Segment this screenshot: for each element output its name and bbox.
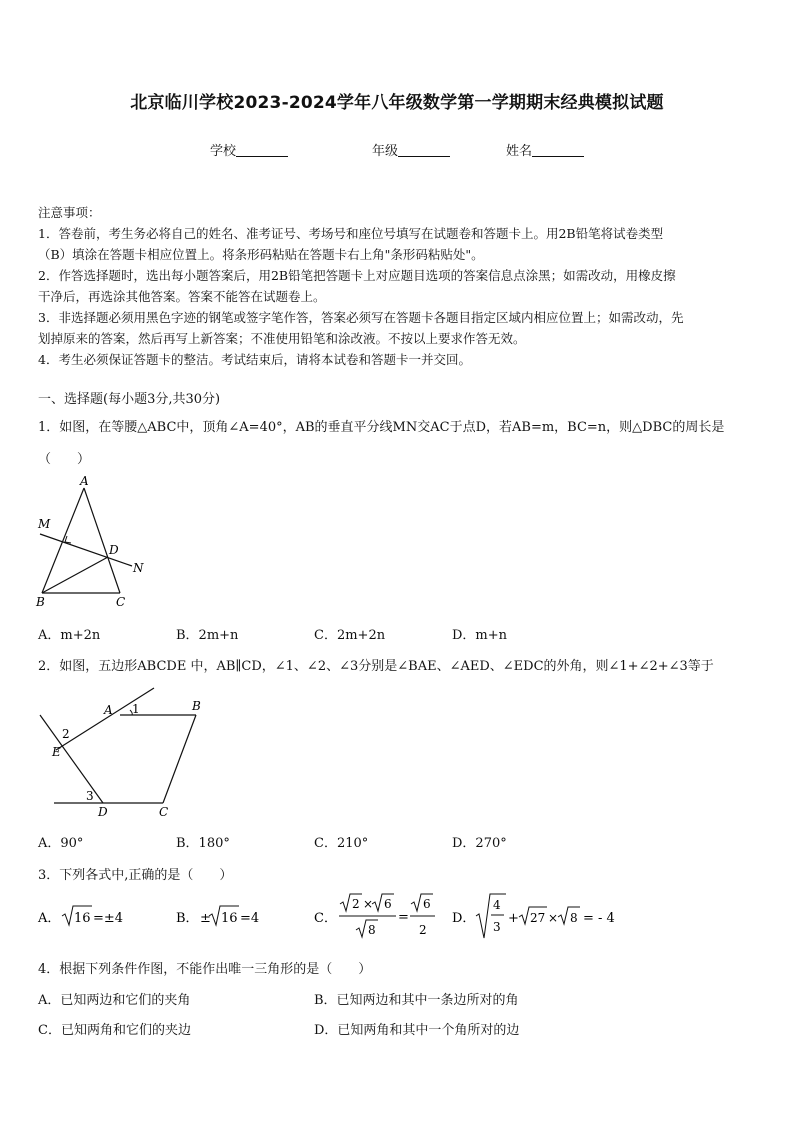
ray-ea [56,688,154,750]
segment-bd [42,557,108,593]
radicand-8: 8 [570,911,578,925]
option-letter: A． [38,911,61,926]
label-a: A [104,703,113,717]
times-sign: × [363,897,374,911]
label-angle-3: 3 [86,789,94,803]
grade-label: 年级 [372,144,399,159]
name-field [506,140,584,159]
expression-rest: = - 4 [583,911,615,926]
q1-option-a: A．m+2n [38,628,101,643]
radical-sign [476,894,506,938]
q2-option-d: D．270° [452,836,507,851]
q1-option-b: B．2m+n [176,628,239,643]
section-heading: 一、选择题(每小题3分,共30分) [38,392,221,407]
name-label: 姓名 [506,144,533,159]
q4-stem: 4．根据下列条件作图，不能作出唯一三角形的是（ ） [38,962,372,977]
q2-option-b: B．180° [176,836,230,851]
q4-option-a: A．已知两边和它们的夹角 [38,993,191,1008]
q3-option-b [174,900,284,934]
notice-line: 划掉原来的答案，然后再写上新答案；不准使用铅笔和涂改液。不按以上要求作答无效。 [38,331,526,346]
notice-line: 3．非选择题必须用黑色字迹的钢笔或签字笔作答，答案必须写在答题卡各题目指定区域内相应位置上；如需改动，先 [38,310,684,325]
fraction-numerator: 4 [493,898,501,912]
plus-sign: + [508,911,519,926]
expression-rest: =±4 [93,911,124,926]
radicand: 16 [221,911,238,926]
q1-option-d: D．m+n [452,628,508,643]
segment-ab [42,488,84,593]
q1-figure [30,470,160,615]
q2-figure [30,680,220,820]
notice-line: 干净后，再选涂其他答案。答案不能答在试题卷上。 [38,289,326,304]
label-b: B [36,595,45,609]
segment-ac [84,488,120,593]
label-angle-2: 2 [62,727,70,741]
name-blank [532,144,584,157]
label-d: D [98,805,108,819]
school-label: 学校 [210,144,237,159]
school-field [210,140,288,159]
label-n: N [133,561,144,575]
radicand-a: 2 [352,897,360,911]
label-a: A [80,474,89,488]
grade-field [372,140,450,159]
q3-option-c [312,890,452,946]
q3-option-a [36,900,146,934]
radicand-27: 27 [530,911,546,925]
q1-option-c: C．2m+2n [314,628,386,643]
expression-rest: =4 [240,911,260,926]
q4-option-c: C．已知两角和它们的夹边 [38,1023,191,1038]
notice-line: 2．作答选择题时，选出每小题答案后，用2B铅笔把答题卡上对应题目选项的答案信息点涂黑；如需改动，用橡皮擦 [38,268,676,283]
label-b: B [192,699,201,713]
option-letter: B． [176,911,199,926]
denominator-radicand: 8 [368,923,376,937]
notice-heading: 注意事项： [38,205,101,220]
q2-option-c: C．210° [314,836,369,851]
label-e: E [52,745,61,759]
q2-option-a: A．90° [38,836,84,851]
notice-line: （B）填涂在答题卡相应位置上。将条形码粘贴在答题卡右上角"条形码粘贴处"。 [38,247,484,262]
result-radicand: 6 [423,897,431,911]
q4-option-d: D．已知两角和其中一个角所对的边 [314,1023,520,1038]
times-sign: × [548,911,559,925]
q1-answer-paren: （ ） [38,452,91,467]
segment-bc [163,715,196,803]
right-angle-mark [65,536,71,543]
notice-line: 4．考生必须保证答题卡的整洁。考试结束后，请将本试卷和答题卡一并交回。 [38,352,471,367]
school-blank [236,144,288,157]
result-denominator: 2 [419,923,427,937]
label-c: C [116,595,126,609]
q1-stem: 1．如图，在等腰△ABC中，顶角∠A=40°，AB的垂直平分线MN交AC于点D，若AB=m，BC=n，则△DBC的周长是 [38,420,725,435]
option-letter: D． [452,911,476,926]
radicand: 16 [74,911,91,926]
equals-sign: = [398,910,409,925]
q3-stem: 3．下列各式中,正确的是（ ） [38,868,233,883]
option-letter: C． [314,911,337,926]
label-m: M [38,517,51,531]
plus-minus: ± [200,911,211,926]
exam-title: 北京临川学校2023-2024学年八年级数学第一学期期末经典模拟试题 [130,93,664,113]
fraction-denominator: 3 [493,920,501,934]
q3-option-d [450,890,650,946]
grade-blank [398,144,450,157]
radicand-b: 6 [384,897,392,911]
q4-option-b: B．已知两边和其中一条边所对的角 [314,993,519,1008]
label-angle-1: 1 [132,702,140,716]
notice-line: 1．答卷前，考生务必将自己的姓名、准考证号、考场号和座位号填写在试题卷和答题卡上。用2B铅笔将试卷类型 [38,226,664,241]
label-d: D [109,543,119,557]
label-c: C [159,805,169,819]
q2-stem: 2．如图，五边形ABCDE 中，AB∥CD，∠1、∠2、∠3分别是∠BAE、∠AED、∠EDC的外角，则∠1+∠2+∠3等于 [38,659,714,674]
